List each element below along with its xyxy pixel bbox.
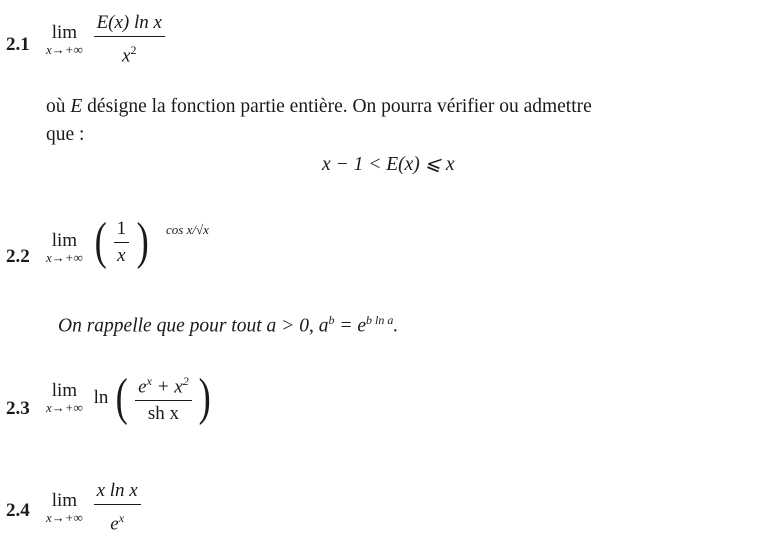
paragraph-line-1: où E désigne la fonction partie entière. On pourra vérifier ou admettre — [46, 96, 592, 117]
numerator: $e^x + x^2$ — [135, 370, 192, 401]
left-paren: ( — [94, 213, 107, 270]
lim-word: lim — [51, 379, 78, 401]
limit-expression-2-3 — [46, 370, 214, 425]
paragraph-line-2: que : — [46, 124, 85, 145]
lim-subscript: x→+∞ — [46, 509, 83, 525]
hint-line: On rappelle que pour tout a > 0, $a^b = e^{b ln a}$. — [58, 313, 399, 337]
limit-expression-2-4 — [46, 480, 141, 535]
limit-expression-2-1 — [46, 12, 165, 67]
limit-operator — [46, 491, 83, 525]
limit-operator — [46, 381, 83, 415]
fraction — [94, 12, 165, 67]
numerator: x ln x — [94, 480, 141, 505]
lim-word: lim — [51, 489, 78, 511]
right-paren: ) — [199, 368, 212, 426]
denominator: sh x — [147, 403, 180, 425]
denominator: $e^x$ — [110, 511, 125, 535]
inequality: x − 1 < E(x) ⩽ x — [322, 154, 455, 175]
fraction — [94, 480, 141, 535]
inner-denominator: x — [117, 244, 126, 266]
exponent: cos x/√x — [166, 222, 209, 237]
limit-expression-2-2 — [46, 213, 209, 270]
left-paren: ( — [115, 368, 128, 426]
fraction — [135, 370, 192, 425]
problem-number-2-3: 2.3 — [6, 398, 30, 419]
limit-operator — [46, 231, 83, 265]
lim-word: lim — [51, 230, 78, 251]
numerator: E(x) ln x — [94, 12, 165, 37]
denominator: $x^2$ — [122, 43, 137, 67]
problem-number-2-4: 2.4 — [6, 500, 30, 521]
lim-subscript: x→+∞ — [46, 41, 83, 57]
limit-operator — [46, 23, 83, 57]
lim-subscript: x→+∞ — [46, 250, 83, 265]
problem-number-2-1: 2.1 — [6, 34, 30, 55]
inner-numerator: 1 — [114, 218, 130, 243]
lim-subscript: x→+∞ — [46, 399, 83, 415]
inner-fraction — [114, 218, 130, 267]
ln-operator: ln — [93, 386, 109, 408]
lim-word: lim — [51, 21, 78, 43]
problem-number-2-2: 2.2 — [6, 246, 30, 267]
right-paren: ) — [136, 213, 149, 270]
